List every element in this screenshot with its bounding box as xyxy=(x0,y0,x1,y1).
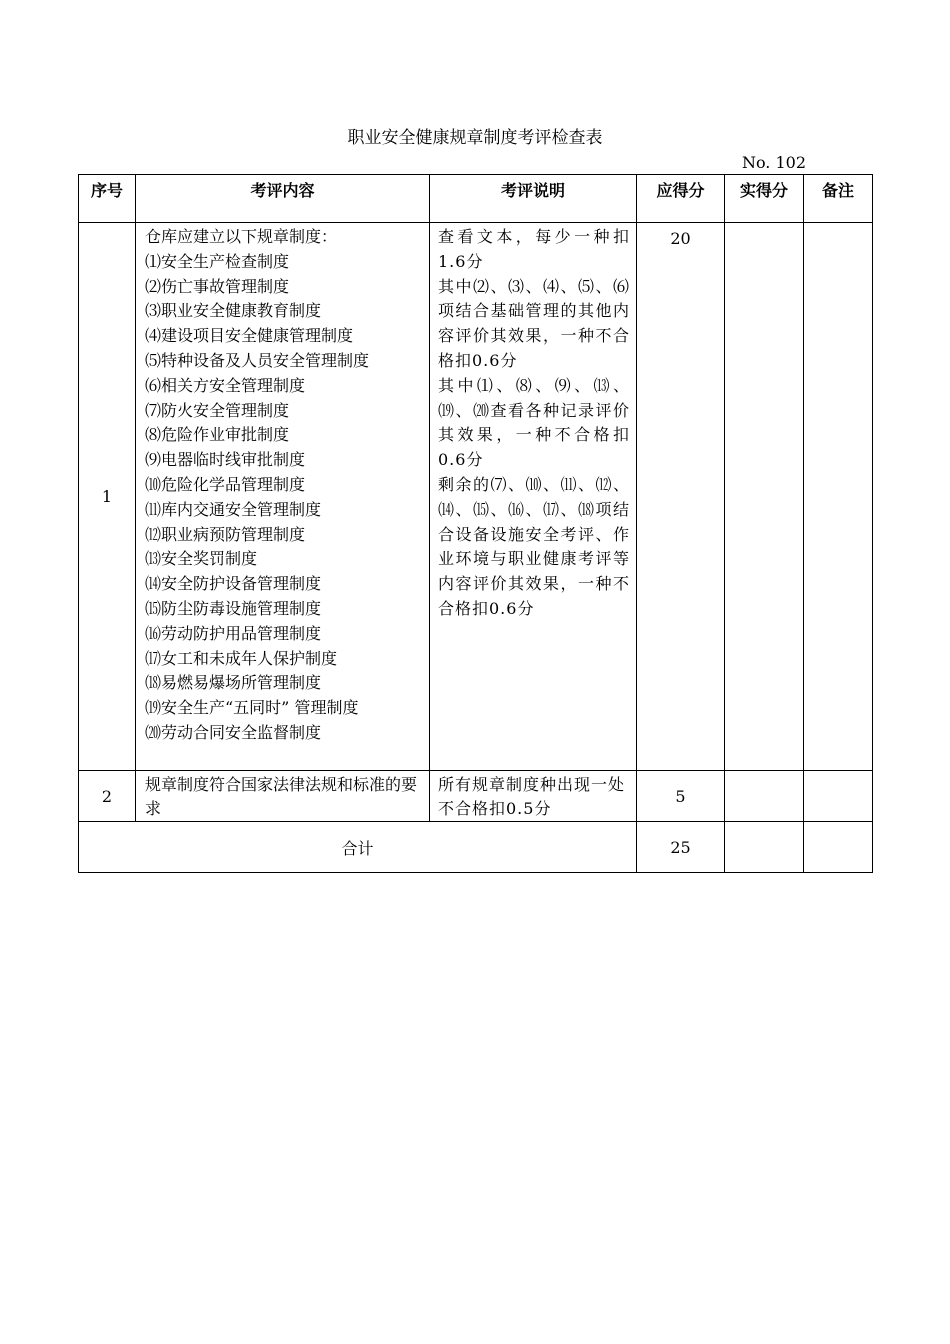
row-description xyxy=(430,771,637,822)
total-label: 合计 xyxy=(79,822,637,873)
table-header-row xyxy=(79,175,873,223)
list-item: ⑸特种设备及人员安全管理制度 xyxy=(145,350,370,370)
header-actual: 实得分 xyxy=(725,175,804,223)
row-seq: 2 xyxy=(79,771,136,822)
list-item: ⑹相关方安全管理制度 xyxy=(145,375,306,395)
list-item: ⑿职业病预防管理制度 xyxy=(145,524,306,544)
score-value: 20 xyxy=(670,229,691,248)
description-paragraph: 查看文本，每少一种扣1.6分 xyxy=(438,227,630,271)
list-item: ⒅易燃易爆场所管理制度 xyxy=(145,673,322,693)
list-item: ⒂防尘防毒设施管理制度 xyxy=(145,598,322,618)
row-remark[interactable] xyxy=(804,223,873,771)
row-score: 5 xyxy=(637,771,725,822)
regulation-list xyxy=(136,223,429,746)
list-item: ⑺防火安全管理制度 xyxy=(145,400,290,420)
list-item: 仓库应建立以下规章制度： xyxy=(145,227,338,246)
list-item: ⑼电器临时线审批制度 xyxy=(145,450,306,470)
list-item: ⑶职业安全健康教育制度 xyxy=(145,301,322,321)
header-score: 应得分 xyxy=(637,175,725,223)
row-remark[interactable] xyxy=(804,771,873,822)
description-paragraph: 剩余的⑺、⑽、⑾、⑿、⒁、⒂、⒃、⒄、⒅项结合设备设施安全考评、作业环境与职业健康考评等内容评价其效果，一种不合格扣0.6分 xyxy=(438,474,630,618)
total-remark[interactable] xyxy=(804,822,873,873)
row-actual-score[interactable] xyxy=(725,223,804,771)
list-item: ⑵伤亡事故管理制度 xyxy=(145,276,290,296)
description-paragraph: 其中⑵、⑶、⑷、⑸、⑹项结合基础管理的其他内容评价其效果，一种不合格扣0.6分 xyxy=(438,276,630,370)
list-item: ⒄女工和未成年人保护制度 xyxy=(145,648,338,668)
description-paragraph: 其中⑴、⑻、⑼、⒀、⒆、⒇查看各种记录评价其效果，一种不合格扣0.6分 xyxy=(438,375,630,470)
description-text: 所有规章制度种出现一处不合格扣0.5分 xyxy=(438,775,626,818)
header-seq: 序号 xyxy=(79,175,136,223)
header-remark: 备注 xyxy=(804,175,873,223)
list-item: ⒁安全防护设备管理制度 xyxy=(145,574,322,594)
content-text: 规章制度符合国家法律法规和标准的要求 xyxy=(145,775,418,818)
list-item: ⑷建设项目安全健康管理制度 xyxy=(145,326,354,346)
total-score: 25 xyxy=(637,822,725,873)
list-item: ⒀安全奖罚制度 xyxy=(145,549,258,569)
list-item: ⑽危险化学品管理制度 xyxy=(145,474,306,494)
document-number: No. 102 xyxy=(741,153,806,172)
total-row xyxy=(79,822,873,873)
list-item: ⒆安全生产“五同时” 管理制度 xyxy=(145,698,359,718)
page-title: 职业安全健康规章制度考评检查表 xyxy=(347,128,603,148)
header-description: 考评说明 xyxy=(430,175,637,223)
list-item: ⒇劳动合同安全监督制度 xyxy=(145,722,322,742)
list-item: ⒃劳动防护用品管理制度 xyxy=(145,623,322,643)
total-actual-score[interactable] xyxy=(725,822,804,873)
table-row xyxy=(79,771,873,822)
evaluation-table xyxy=(78,174,873,873)
row-seq: 1 xyxy=(79,223,136,771)
row-score xyxy=(637,223,725,771)
header-content: 考评内容 xyxy=(136,175,430,223)
list-item: ⑾库内交通安全管理制度 xyxy=(145,499,322,519)
row-content xyxy=(136,223,430,771)
table-row xyxy=(79,223,873,771)
list-item: ⑻危险作业审批制度 xyxy=(145,425,290,445)
row-description xyxy=(430,223,637,771)
row-actual-score[interactable] xyxy=(725,771,804,822)
row-content xyxy=(136,771,430,822)
list-item: ⑴安全生产检查制度 xyxy=(145,251,290,271)
